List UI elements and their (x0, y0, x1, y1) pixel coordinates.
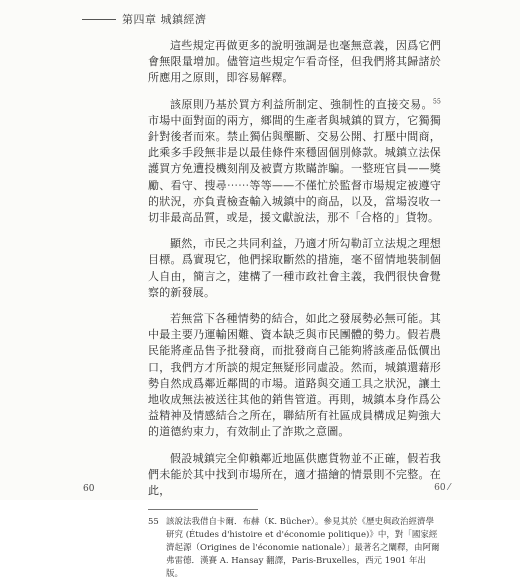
footnote-number: 55 (148, 517, 159, 528)
paragraph-2-rest: 市場中面對面的兩方，鄉間的生產者與城鎮的買方，它獨獨針對後者而來。禁止獨佔與壟斷、交易公開、打壓中間商，此乘多手段無非是以最佳條件來穩固個別條款。城鎮立法保護買方免遭投機刻削及被賣方欺瞞詐騙。一整班官員——獎勵、看守、搜尋⋯⋯等等——不僅忙於監督市場規定被遵守的狀況，亦負責檢查輸入城鎮中的商品，以及，當場沒收一切非最高品質，或是，援文獻說法，那不「合格的」貨物。 (148, 113, 441, 225)
header-rule (82, 19, 116, 20)
paragraph-1: 這些規定再做更多的說明強調是也毫無意義，因爲它們會無限量增加。儘管這些規定乍看奇怪，但我們將其歸諸於所應用之原則，即容易解釋。 (148, 39, 441, 85)
paragraph-3: 顯然，市民之共同利益，乃適才所勾勒訂立法規之理想目標。爲實現它，他們採取斷然的措施，毫不留情地裝制個人自由，簡言之，建構了一種市政社會主義，我們很快會覺察的新發展。 (148, 237, 441, 299)
paragraph-5: 假設城鎮完全仰賴鄰近地區供應貨物並不正確，假若我們未能於其中找到市場所在，適才描繪的情景則不完整。在此， (148, 451, 441, 498)
running-header (82, 11, 207, 27)
footnote-rule (148, 509, 258, 510)
paragraph-2 (148, 97, 441, 227)
footnote-ref: 55 (432, 97, 441, 105)
paragraph-4: 若無當下各種情勢的結合，如此之發展勢必無可能。其中最主要乃運輸困難、資本缺乏與市民團體的勢力。假若農民能將產品售予批發商，而批發商自己能夠將該產品低價出口，我們方才所談的規定無疑形同虛設。然而，城鎮還藉形勢自然成爲鄰近鄰間的市場。道路與交通工具之狀況，讓土地收成無法被送往其他的銷售管道。再則，城鎮本身作爲公益精神及情感結合之所在，聯結所有社區成員構成足夠強大的道德約束力，有效制止了詐欺之意圖。 (148, 312, 441, 439)
footnote-text: 該說法我借自卡爾．布赫（K. Bücher）。參見其於《歷史與政治經濟學研究 (Études d'histoire et d'économie politique)》中，對「國家經濟起源（Origines de l'économie nationale）」最著名之闡釋，由阿爾弗雷德．漢賽 A. Hansay 翻譯，Paris-Bruxelles，西元 1901 年出版。 (166, 517, 440, 580)
page-number: 60 (83, 484, 95, 494)
paragraph-2-lead: 該原則乃基於買方利益所制定、強制性的直接交易。 (170, 97, 433, 111)
page-tail-mark: 60 ⁄ (434, 483, 450, 493)
chapter-title: 第四章 城鎮經濟 (122, 13, 207, 26)
footnote (148, 516, 441, 581)
